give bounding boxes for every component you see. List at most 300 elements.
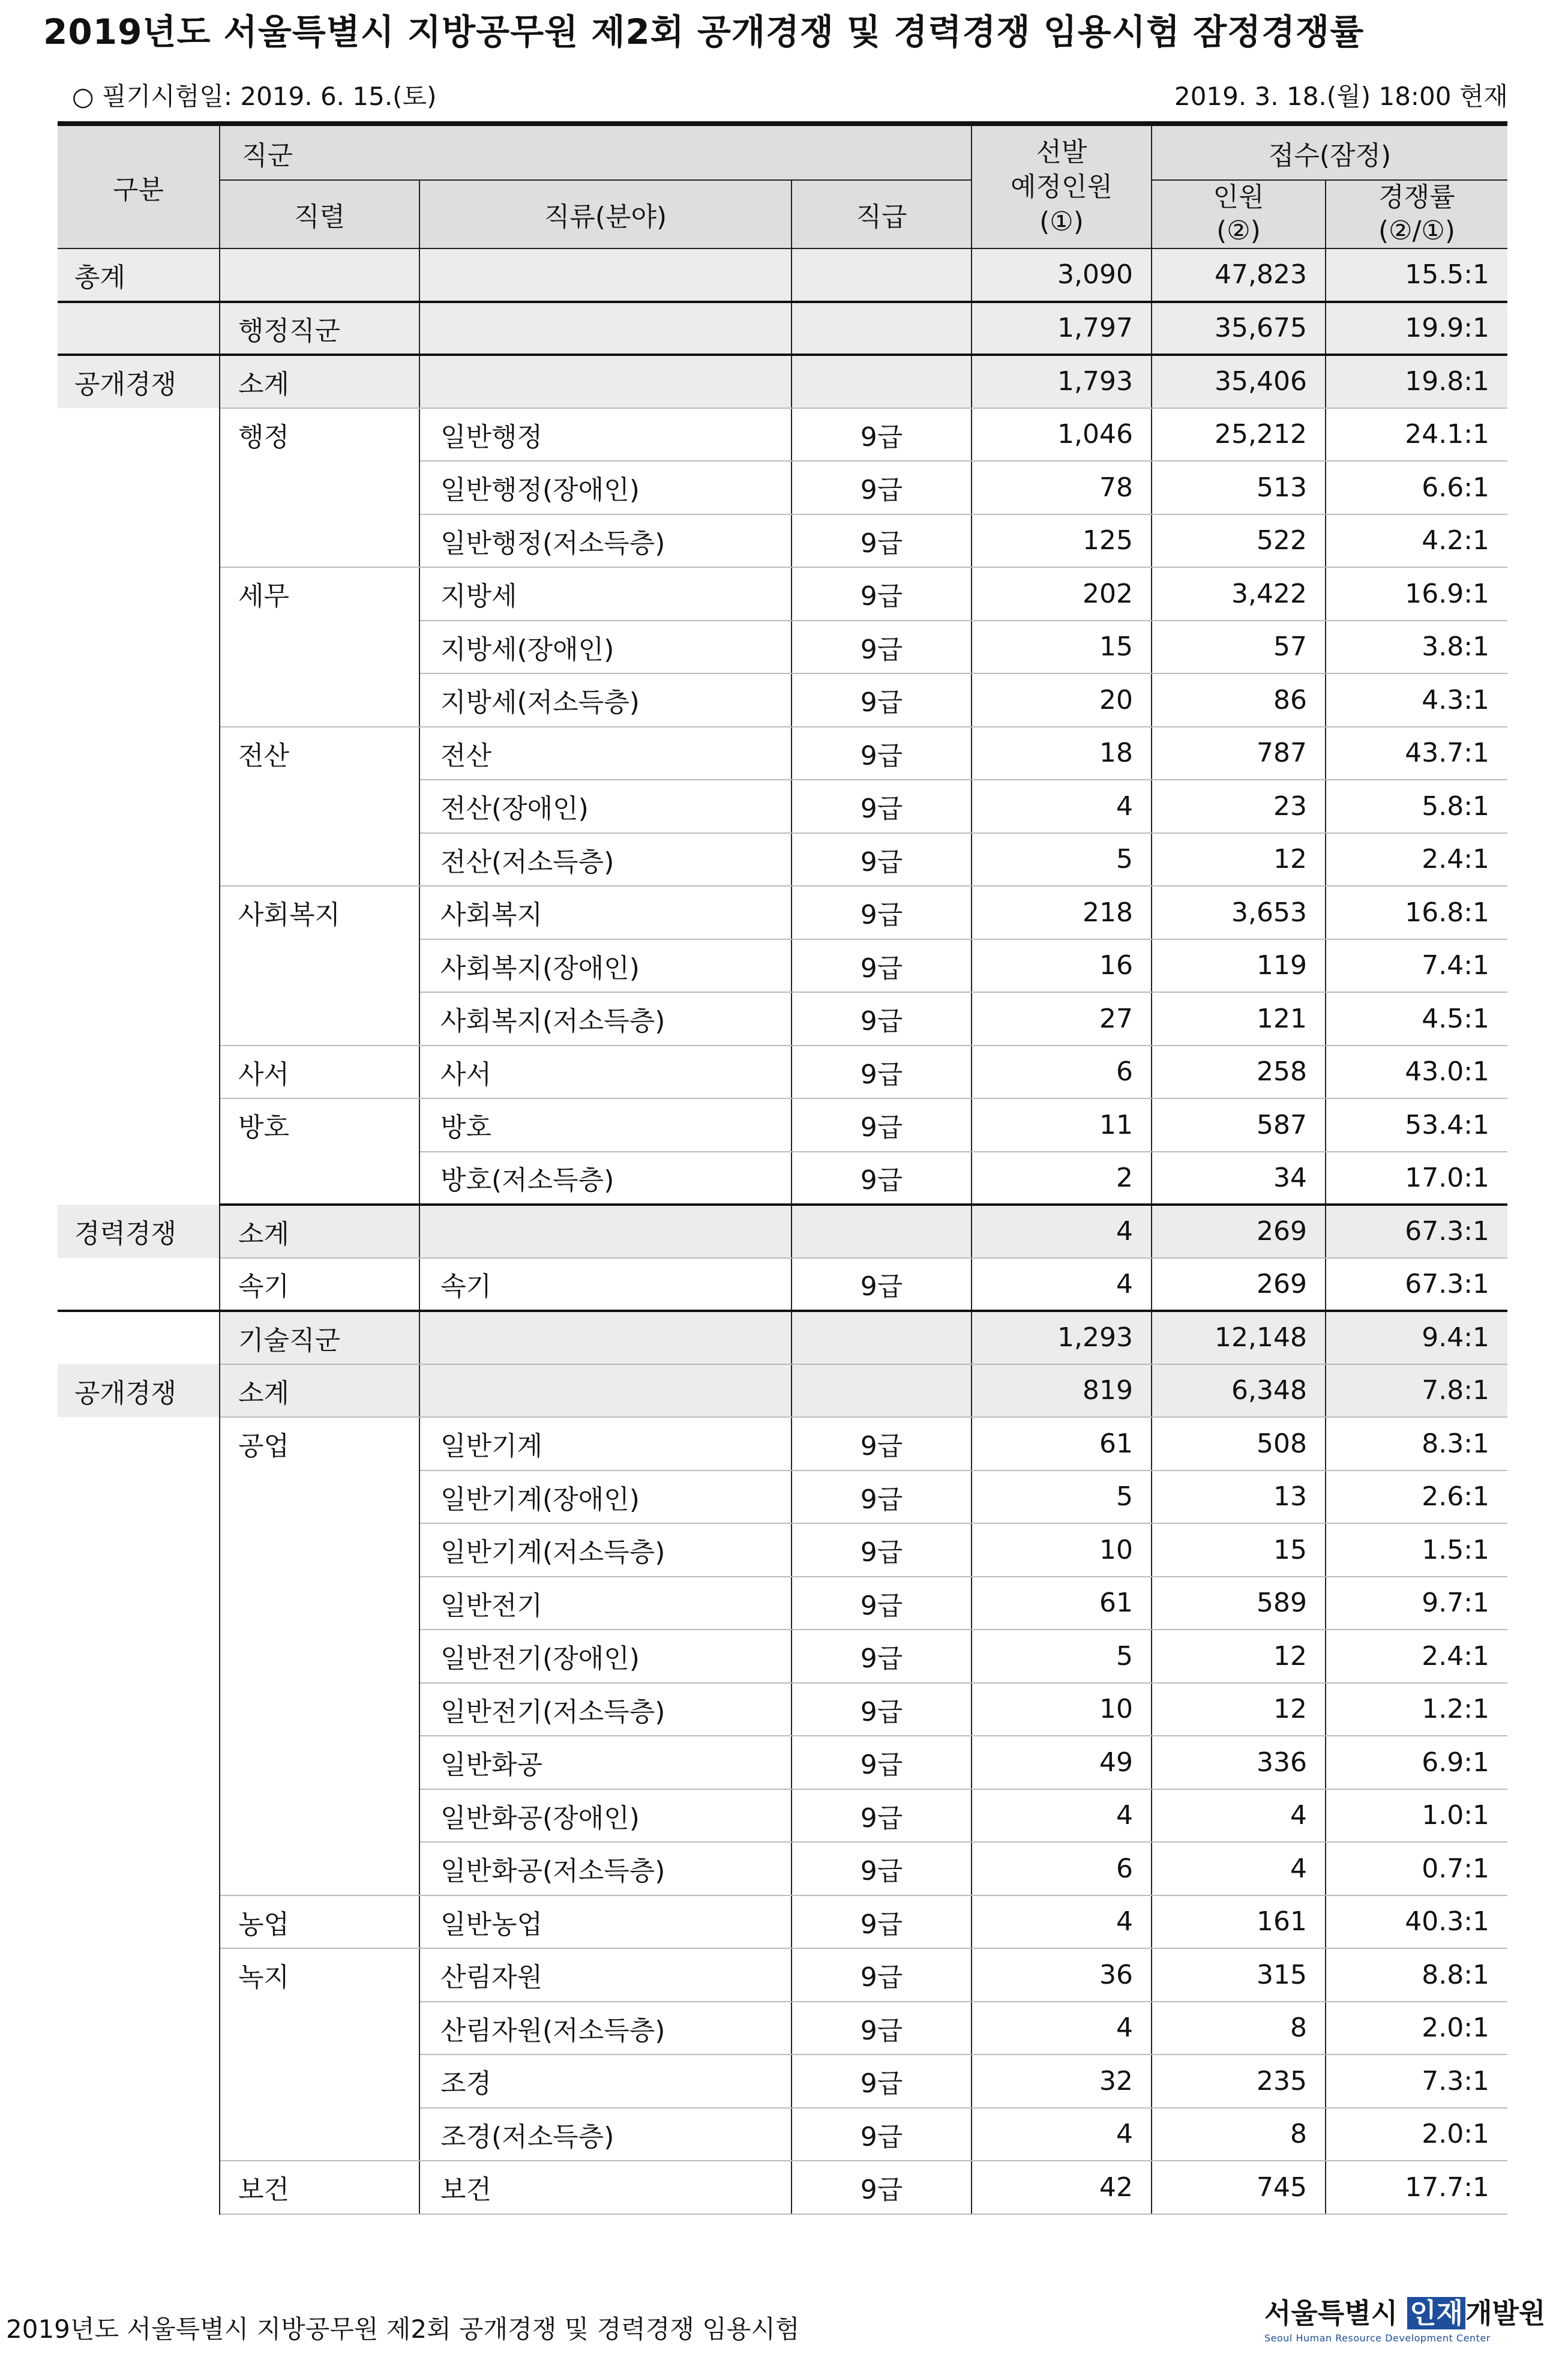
cell-applicants: 336 xyxy=(1152,1736,1326,1789)
cell-gubun xyxy=(58,408,220,462)
cell-jikryu: 보건 xyxy=(419,2161,792,2214)
exam-date: ○ 필기시험일: 2019. 6. 15.(토) xyxy=(72,82,437,111)
table-row xyxy=(58,1789,1507,1843)
cell-jikryeol xyxy=(220,1683,419,1736)
cell-jikgeup xyxy=(792,355,972,408)
cell-gubun xyxy=(58,1630,220,1683)
cell-ratio: 4.5:1 xyxy=(1326,992,1507,1046)
cell-applicants: 589 xyxy=(1152,1577,1326,1630)
cell-gubun xyxy=(58,992,220,1046)
cell-jikryeol xyxy=(220,1789,419,1843)
header-applicants: 인원 (②) xyxy=(1152,180,1326,248)
header-jikgeup: 직급 xyxy=(792,180,972,248)
cell-applicants: 3,653 xyxy=(1152,886,1326,939)
cell-jikgeup: 9급 xyxy=(792,673,972,727)
cell-applicants: 12 xyxy=(1152,833,1326,887)
table-row xyxy=(58,514,1507,568)
cell-jikryeol xyxy=(220,1152,419,1205)
cell-jikryeol xyxy=(220,1470,419,1524)
cell-jikryu xyxy=(419,1364,792,1418)
cell-ratio: 4.3:1 xyxy=(1326,673,1507,727)
cell-jikryeol: 농업 xyxy=(220,1895,419,1949)
cell-planned: 11 xyxy=(972,1098,1152,1152)
table-row xyxy=(58,992,1507,1046)
cell-jikryu xyxy=(419,302,792,355)
cell-jikryeol xyxy=(220,621,419,674)
cell-planned: 3,090 xyxy=(972,248,1152,302)
cell-jikryu: 일반화공(장애인) xyxy=(419,1789,792,1843)
cell-jikryu: 일반전기 xyxy=(419,1577,792,1630)
table-row xyxy=(58,1364,1507,1418)
cell-ratio: 9.7:1 xyxy=(1326,1577,1507,1630)
cell-planned: 5 xyxy=(972,1470,1152,1524)
cell-ratio: 1.2:1 xyxy=(1326,1683,1507,1736)
cell-jikgeup: 9급 xyxy=(792,1523,972,1577)
cell-jikgeup: 9급 xyxy=(792,1046,972,1099)
cell-gubun xyxy=(58,673,220,727)
table-row xyxy=(58,1948,1507,2002)
table-row xyxy=(58,727,1507,780)
cell-applicants: 3,422 xyxy=(1152,567,1326,621)
cell-jikgeup: 9급 xyxy=(792,1842,972,1895)
table-row xyxy=(58,780,1507,833)
cell-jikgeup: 9급 xyxy=(792,1683,972,1736)
cell-jikryeol: 세무 xyxy=(220,567,419,621)
cell-planned: 27 xyxy=(972,992,1152,1046)
cell-gubun xyxy=(58,2108,220,2161)
cell-jikryeol xyxy=(220,780,419,833)
cell-gubun: 공개경쟁 xyxy=(58,355,220,408)
cell-planned: 10 xyxy=(972,1523,1152,1577)
table-row xyxy=(58,1470,1507,1524)
cell-applicants: 235 xyxy=(1152,2054,1326,2108)
cell-planned: 20 xyxy=(972,673,1152,727)
cell-jikryeol: 사회복지 xyxy=(220,886,419,939)
cell-jikgeup xyxy=(792,1311,972,1364)
cell-jikryeol: 소계 xyxy=(220,1364,419,1418)
cell-planned: 18 xyxy=(972,727,1152,780)
cell-planned: 16 xyxy=(972,939,1152,993)
cell-jikgeup: 9급 xyxy=(792,1895,972,1949)
table-body xyxy=(58,248,1507,2214)
cell-gubun xyxy=(58,1895,220,1949)
cell-jikryeol xyxy=(220,514,419,568)
logo-text-2: 개발원 xyxy=(1465,2297,1546,2329)
cell-applicants: 86 xyxy=(1152,673,1326,727)
cell-jikryeol xyxy=(220,1577,419,1630)
cell-ratio: 7.4:1 xyxy=(1326,939,1507,993)
cell-planned: 42 xyxy=(972,2161,1152,2214)
cell-ratio: 67.3:1 xyxy=(1326,1205,1507,1258)
cell-planned: 819 xyxy=(972,1364,1152,1418)
cell-jikryeol xyxy=(220,939,419,993)
cell-planned: 4 xyxy=(972,1205,1152,1258)
cell-jikgeup xyxy=(792,248,972,302)
cell-jikgeup: 9급 xyxy=(792,886,972,939)
cell-applicants: 15 xyxy=(1152,1523,1326,1577)
cell-planned: 61 xyxy=(972,1577,1152,1630)
cell-planned: 1,046 xyxy=(972,408,1152,462)
cell-planned: 36 xyxy=(972,1948,1152,2002)
cell-jikryu: 지방세 xyxy=(419,567,792,621)
cell-ratio: 8.3:1 xyxy=(1326,1417,1507,1470)
as-of-date: 2019. 3. 18.(월) 18:00 현재 xyxy=(1174,82,1508,111)
cell-jikgeup: 9급 xyxy=(792,1630,972,1683)
cell-jikgeup: 9급 xyxy=(792,1470,972,1524)
cell-applicants: 745 xyxy=(1152,2161,1326,2214)
cell-applicants: 8 xyxy=(1152,2002,1326,2055)
table-row xyxy=(58,1417,1507,1470)
cell-gubun xyxy=(58,1523,220,1577)
cell-ratio: 7.8:1 xyxy=(1326,1364,1507,1418)
cell-planned: 5 xyxy=(972,833,1152,887)
cell-planned: 1,293 xyxy=(972,1311,1152,1364)
cell-jikgeup: 9급 xyxy=(792,2054,972,2108)
cell-jikryu: 일반기계(장애인) xyxy=(419,1470,792,1524)
cell-applicants: 6,348 xyxy=(1152,1364,1326,1418)
cell-ratio: 2.0:1 xyxy=(1326,2108,1507,2161)
cell-gubun xyxy=(58,2002,220,2055)
cell-planned: 2 xyxy=(972,1152,1152,1205)
cell-jikryeol: 보건 xyxy=(220,2161,419,2214)
cell-gubun xyxy=(58,1789,220,1843)
cell-jikgeup: 9급 xyxy=(792,1736,972,1789)
cell-jikryeol: 소계 xyxy=(220,1205,419,1258)
cell-jikgeup: 9급 xyxy=(792,1152,972,1205)
cell-jikgeup xyxy=(792,302,972,355)
table-row xyxy=(58,1577,1507,1630)
logo-subtitle: Seoul Human Resource Development Center xyxy=(1264,2332,1491,2344)
cell-jikryu: 일반전기(저소득층) xyxy=(419,1683,792,1736)
cell-jikryeol xyxy=(220,1736,419,1789)
cell-planned: 10 xyxy=(972,1683,1152,1736)
cell-gubun xyxy=(58,939,220,993)
cell-gubun xyxy=(58,1842,220,1895)
cell-applicants: 4 xyxy=(1152,1789,1326,1843)
header-gubun: 구분 xyxy=(58,124,220,248)
cell-jikgeup: 9급 xyxy=(792,2108,972,2161)
cell-jikryu: 조경 xyxy=(419,2054,792,2108)
cell-applicants: 47,823 xyxy=(1152,248,1326,302)
cell-applicants: 269 xyxy=(1152,1258,1326,1311)
cell-applicants: 269 xyxy=(1152,1205,1326,1258)
cell-ratio: 15.5:1 xyxy=(1326,248,1507,302)
cell-jikryu: 사회복지(장애인) xyxy=(419,939,792,993)
cell-jikryu: 속기 xyxy=(419,1258,792,1311)
cell-jikryeol xyxy=(220,992,419,1046)
cell-jikryu: 일반행정(장애인) xyxy=(419,461,792,514)
cell-gubun: 총계 xyxy=(58,248,220,302)
cell-planned: 6 xyxy=(972,1842,1152,1895)
cell-applicants: 508 xyxy=(1152,1417,1326,1470)
cell-ratio: 4.2:1 xyxy=(1326,514,1507,568)
header-jikryu: 직류(분야) xyxy=(419,180,792,248)
cell-gubun: 공개경쟁 xyxy=(58,1364,220,1418)
cell-jikryu: 일반농업 xyxy=(419,1895,792,1949)
cell-jikryu: 일반전기(장애인) xyxy=(419,1630,792,1683)
cell-ratio: 3.8:1 xyxy=(1326,621,1507,674)
table-row xyxy=(58,2002,1507,2055)
cell-applicants: 12 xyxy=(1152,1683,1326,1736)
cell-applicants: 35,675 xyxy=(1152,302,1326,355)
cell-jikgeup xyxy=(792,1364,972,1418)
cell-jikryu: 일반화공 xyxy=(419,1736,792,1789)
cell-jikryu: 산림자원(저소득층) xyxy=(419,2002,792,2055)
table-row xyxy=(58,1842,1507,1895)
cell-gubun xyxy=(58,780,220,833)
cell-jikryeol xyxy=(220,2054,419,2108)
cell-planned: 202 xyxy=(972,567,1152,621)
cell-ratio: 5.8:1 xyxy=(1326,780,1507,833)
cell-ratio: 40.3:1 xyxy=(1326,1895,1507,1949)
table-row xyxy=(58,886,1507,939)
cell-gubun xyxy=(58,621,220,674)
cell-jikryeol xyxy=(220,461,419,514)
header-ratio: 경쟁률 (②/①) xyxy=(1326,180,1507,248)
table-row xyxy=(58,302,1507,355)
cell-jikgeup: 9급 xyxy=(792,2002,972,2055)
cell-gubun xyxy=(58,1258,220,1311)
cell-ratio: 24.1:1 xyxy=(1326,408,1507,462)
table-row xyxy=(58,408,1507,462)
table-row xyxy=(58,567,1507,621)
cell-jikryeol: 행정 xyxy=(220,408,419,462)
cell-jikryeol: 속기 xyxy=(220,1258,419,1311)
table-row xyxy=(58,1311,1507,1364)
cell-jikgeup: 9급 xyxy=(792,939,972,993)
cell-applicants: 23 xyxy=(1152,780,1326,833)
cell-applicants: 587 xyxy=(1152,1098,1326,1152)
cell-gubun xyxy=(58,1577,220,1630)
cell-jikgeup: 9급 xyxy=(792,1098,972,1152)
cell-jikryu: 전산(저소득층) xyxy=(419,833,792,887)
table-row xyxy=(58,461,1507,514)
cell-jikryu: 사회복지(저소득층) xyxy=(419,992,792,1046)
cell-applicants: 35,406 xyxy=(1152,355,1326,408)
cell-jikgeup: 9급 xyxy=(792,514,972,568)
header-planned: 선발 예정인원 (①) xyxy=(972,124,1152,248)
cell-jikryeol xyxy=(220,833,419,887)
cell-ratio: 19.8:1 xyxy=(1326,355,1507,408)
cell-planned: 4 xyxy=(972,2002,1152,2055)
cell-planned: 4 xyxy=(972,2108,1152,2161)
cell-ratio: 6.9:1 xyxy=(1326,1736,1507,1789)
cell-gubun xyxy=(58,2054,220,2108)
table-row xyxy=(58,1736,1507,1789)
cell-gubun xyxy=(58,567,220,621)
cell-applicants: 57 xyxy=(1152,621,1326,674)
cell-ratio: 2.4:1 xyxy=(1326,833,1507,887)
cell-jikryeol: 소계 xyxy=(220,355,419,408)
cell-jikryu: 지방세(장애인) xyxy=(419,621,792,674)
cell-gubun xyxy=(58,1098,220,1152)
cell-jikgeup: 9급 xyxy=(792,621,972,674)
cell-jikryu: 사회복지 xyxy=(419,886,792,939)
cell-ratio: 53.4:1 xyxy=(1326,1098,1507,1152)
cell-gubun xyxy=(58,2161,220,2214)
cell-jikryeol xyxy=(220,1842,419,1895)
cell-gubun xyxy=(58,1046,220,1099)
cell-gubun xyxy=(58,302,220,355)
cell-planned: 6 xyxy=(972,1046,1152,1099)
table-row xyxy=(58,248,1507,302)
cell-jikryu: 일반행정 xyxy=(419,408,792,462)
cell-jikryu: 일반기계 xyxy=(419,1417,792,1470)
cell-applicants: 13 xyxy=(1152,1470,1326,1524)
cell-applicants: 258 xyxy=(1152,1046,1326,1099)
cell-ratio: 43.0:1 xyxy=(1326,1046,1507,1099)
cell-jikgeup: 9급 xyxy=(792,1258,972,1311)
cell-jikryu: 방호 xyxy=(419,1098,792,1152)
cell-gubun xyxy=(58,1736,220,1789)
cell-jikryu xyxy=(419,355,792,408)
page-title: 2019년도 서울특별시 지방공무원 제2회 공개경쟁 및 경력경쟁 임용시험 잠정경쟁률 xyxy=(43,11,1365,52)
cell-ratio: 2.0:1 xyxy=(1326,2002,1507,2055)
cell-jikgeup: 9급 xyxy=(792,1789,972,1843)
cell-jikryeol xyxy=(220,1523,419,1577)
cell-jikryu: 조경(저소득층) xyxy=(419,2108,792,2161)
cell-jikryu xyxy=(419,1311,792,1364)
cell-jikryeol xyxy=(220,2108,419,2161)
table-row xyxy=(58,621,1507,674)
cell-jikgeup xyxy=(792,1205,972,1258)
cell-ratio: 17.0:1 xyxy=(1326,1152,1507,1205)
cell-planned: 218 xyxy=(972,886,1152,939)
cell-applicants: 12,148 xyxy=(1152,1311,1326,1364)
cell-jikryu: 전산 xyxy=(419,727,792,780)
cell-jikgeup: 9급 xyxy=(792,461,972,514)
cell-jikgeup: 9급 xyxy=(792,1417,972,1470)
cell-gubun xyxy=(58,1152,220,1205)
footer-text: 2019년도 서울특별시 지방공무원 제2회 공개경쟁 및 경력경쟁 임용시험 xyxy=(6,2314,800,2344)
cell-jikgeup: 9급 xyxy=(792,727,972,780)
cell-planned: 4 xyxy=(972,1789,1152,1843)
cell-jikryu: 산림자원 xyxy=(419,1948,792,2002)
table-row xyxy=(58,1098,1507,1152)
cell-jikryu: 일반행정(저소득층) xyxy=(419,514,792,568)
cell-ratio: 17.7:1 xyxy=(1326,2161,1507,2214)
cell-gubun xyxy=(58,1417,220,1470)
cell-applicants: 8 xyxy=(1152,2108,1326,2161)
table-row xyxy=(58,2161,1507,2214)
cell-gubun xyxy=(58,1683,220,1736)
competition-table xyxy=(58,121,1507,2215)
cell-ratio: 67.3:1 xyxy=(1326,1258,1507,1311)
cell-ratio: 9.4:1 xyxy=(1326,1311,1507,1364)
cell-applicants: 4 xyxy=(1152,1842,1326,1895)
cell-jikgeup: 9급 xyxy=(792,992,972,1046)
cell-jikryeol xyxy=(220,2002,419,2055)
cell-ratio: 19.9:1 xyxy=(1326,302,1507,355)
cell-jikryu: 일반기계(저소득층) xyxy=(419,1523,792,1577)
cell-jikryeol: 전산 xyxy=(220,727,419,780)
cell-ratio: 43.7:1 xyxy=(1326,727,1507,780)
logo-text-1: 서울특별시 xyxy=(1264,2297,1408,2329)
cell-planned: 1,797 xyxy=(972,302,1152,355)
cell-jikryeol xyxy=(220,248,419,302)
cell-gubun xyxy=(58,886,220,939)
cell-jikgeup: 9급 xyxy=(792,1948,972,2002)
cell-planned: 5 xyxy=(972,1630,1152,1683)
cell-applicants: 34 xyxy=(1152,1152,1326,1205)
header-received: 접수(잠정) xyxy=(1152,124,1507,180)
cell-jikryeol: 방호 xyxy=(220,1098,419,1152)
header-jikryeol: 직렬 xyxy=(220,180,419,248)
table-row xyxy=(58,1152,1507,1205)
table-row xyxy=(58,673,1507,727)
cell-applicants: 161 xyxy=(1152,1895,1326,1949)
cell-planned: 61 xyxy=(972,1417,1152,1470)
cell-jikgeup: 9급 xyxy=(792,567,972,621)
cell-gubun xyxy=(58,727,220,780)
cell-ratio: 2.4:1 xyxy=(1326,1630,1507,1683)
cell-applicants: 513 xyxy=(1152,461,1326,514)
cell-gubun xyxy=(58,461,220,514)
cell-jikryeol: 녹지 xyxy=(220,1948,419,2002)
cell-ratio: 16.9:1 xyxy=(1326,567,1507,621)
cell-planned: 4 xyxy=(972,780,1152,833)
cell-ratio: 8.8:1 xyxy=(1326,1948,1507,2002)
cell-ratio: 1.5:1 xyxy=(1326,1523,1507,1577)
table-row xyxy=(58,1205,1507,1258)
cell-jikryu xyxy=(419,1205,792,1258)
table-row xyxy=(58,1046,1507,1099)
cell-planned: 49 xyxy=(972,1736,1152,1789)
table-row xyxy=(58,355,1507,408)
cell-planned: 15 xyxy=(972,621,1152,674)
cell-planned: 1,793 xyxy=(972,355,1152,408)
table-row xyxy=(58,1523,1507,1577)
cell-applicants: 25,212 xyxy=(1152,408,1326,462)
cell-gubun xyxy=(58,1311,220,1364)
cell-jikryu: 지방세(저소득층) xyxy=(419,673,792,727)
cell-jikryeol: 공업 xyxy=(220,1417,419,1470)
cell-jikryu: 방호(저소득층) xyxy=(419,1152,792,1205)
cell-planned: 125 xyxy=(972,514,1152,568)
cell-jikgeup: 9급 xyxy=(792,780,972,833)
cell-applicants: 12 xyxy=(1152,1630,1326,1683)
cell-jikgeup: 9급 xyxy=(792,833,972,887)
cell-applicants: 119 xyxy=(1152,939,1326,993)
cell-ratio: 2.6:1 xyxy=(1326,1470,1507,1524)
cell-ratio: 6.6:1 xyxy=(1326,461,1507,514)
cell-gubun: 경력경쟁 xyxy=(58,1205,220,1258)
cell-ratio: 0.7:1 xyxy=(1326,1842,1507,1895)
header-jikgun: 직군 xyxy=(220,124,972,180)
cell-ratio: 1.0:1 xyxy=(1326,1789,1507,1843)
cell-jikryu: 전산(장애인) xyxy=(419,780,792,833)
table-row xyxy=(58,939,1507,993)
cell-applicants: 787 xyxy=(1152,727,1326,780)
table-row xyxy=(58,2108,1507,2161)
cell-applicants: 522 xyxy=(1152,514,1326,568)
cell-jikryeol: 행정직군 xyxy=(220,302,419,355)
table-row xyxy=(58,2054,1507,2108)
cell-gubun xyxy=(58,514,220,568)
table-row xyxy=(58,833,1507,887)
cell-gubun xyxy=(58,833,220,887)
cell-jikgeup: 9급 xyxy=(792,408,972,462)
cell-applicants: 315 xyxy=(1152,1948,1326,2002)
table-row xyxy=(58,1630,1507,1683)
cell-ratio: 16.8:1 xyxy=(1326,886,1507,939)
cell-gubun xyxy=(58,1948,220,2002)
table-row xyxy=(58,1258,1507,1311)
cell-jikryeol: 사서 xyxy=(220,1046,419,1099)
cell-planned: 78 xyxy=(972,461,1152,514)
hrdc-logo xyxy=(1264,2292,1546,2358)
cell-applicants: 121 xyxy=(1152,992,1326,1046)
